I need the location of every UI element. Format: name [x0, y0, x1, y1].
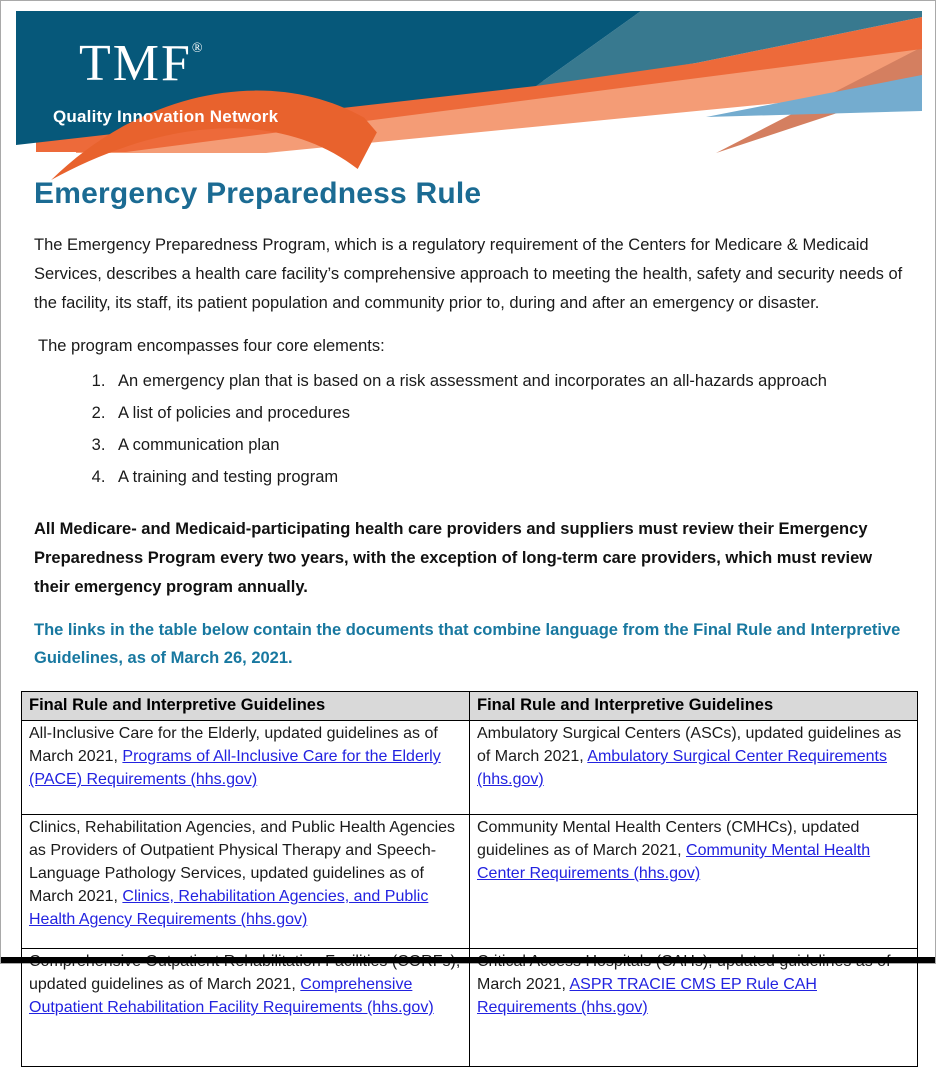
tmf-logo [49, 23, 379, 133]
review-requirement-note: All Medicare- and Medicaid-participating health care providers and suppliers must review their Emergency Preparedness Program every two years, with the exception of long-term care providers, which must review their emergency program annually. [34, 520, 873, 596]
cell-text: All-Inclusive Care for the Elderly, updated guidelines as of March 2021, [29, 725, 438, 765]
cmhc-requirements-link[interactable]: Community Mental Health Center Requirements (hhs.gov) [477, 842, 871, 882]
final-rule-table [21, 691, 918, 1067]
cell-text: Clinics, Rehabilitation Agencies, and Public Health Agencies as Providers of Outpatient Physical Therapy and Speech-Language Pathology Services, updated guidelines as of March 2021, [29, 819, 456, 905]
table-header-left: Final Rule and Interpretive Guidelines [22, 692, 470, 721]
cah-requirements-link[interactable]: ASPR TRACIE CMS EP Rule CAH Requirements (hhs.gov) [477, 976, 817, 1016]
tmf-logo-wordmark: TMF® [79, 35, 203, 92]
tmf-logo-tagline: Quality Innovation Network [53, 107, 279, 126]
content [34, 177, 905, 672]
asc-requirements-link[interactable]: Ambulatory Surgical Center Requirements (hhs.gov) [477, 748, 887, 788]
table-row [22, 721, 918, 815]
core-element-item: 3. A communication plan [110, 432, 905, 459]
table-cell-cmhc [470, 815, 918, 949]
core-element-item: 4. A training and testing program [110, 464, 905, 491]
intro-paragraph: The Emergency Preparedness Program, which is a regulatory requirement of the Centers for Medicare & Medicaid Services, describes a health care facility’s comprehensive approach to meeting the health, safety and security needs of the facility, its staff, its patient population and community prior to, during and after an emergency or disaster. [34, 236, 903, 312]
swoosh-icon [49, 81, 379, 191]
page-title: Emergency Preparedness Rule [34, 177, 482, 210]
table-cell-asc [470, 721, 918, 815]
pace-requirements-link[interactable]: Programs of All-Inclusive Care for the Elderly (PACE) Requirements (hhs.gov) [29, 748, 441, 788]
bottom-crop-bar [1, 957, 935, 963]
cell-text: March 2021, [477, 976, 566, 993]
cell-text: Ambulatory Surgical Centers (ASCs), updated guidelines as of March 2021, [477, 725, 902, 765]
core-element-item: 1. An emergency plan that is based on a risk assessment and incorporates an all-hazards approach [110, 368, 905, 395]
table-header-row [22, 692, 918, 721]
core-element-item: 2. A list of policies and procedures [110, 400, 905, 427]
banner [16, 11, 922, 153]
corf-requirements-link[interactable]: Comprehensive Outpatient Rehabilitation Facility Requirements (hhs.gov) [29, 976, 434, 1016]
table-header-right: Final Rule and Interpretive Guidelines [470, 692, 918, 721]
table-row [22, 949, 918, 1067]
table-cell-pace [22, 721, 470, 815]
cell-text: updated guidelines as of March 2021, [29, 976, 296, 993]
cell-text: Community Mental Health Centers (CMHCs), updated guidelines as of March 2021, [477, 819, 860, 859]
table-cell-clinics [22, 815, 470, 949]
table-cell-corf [22, 949, 470, 1067]
clinics-requirements-link[interactable]: Clinics, Rehabilitation Agencies, and Public Health Agency Requirements (hhs.gov) [29, 888, 429, 928]
core-elements-list [34, 368, 905, 491]
table-row [22, 815, 918, 949]
registered-trademark-icon: ® [191, 41, 203, 56]
table-links-note: The links in the table below contain the documents that combine language from the Final Rule and Interpretive Guidelines, as of March 26, 2021. [34, 621, 901, 667]
table-cell-cah [470, 949, 918, 1067]
elements-intro: The program encompasses four core elements: [38, 337, 385, 355]
